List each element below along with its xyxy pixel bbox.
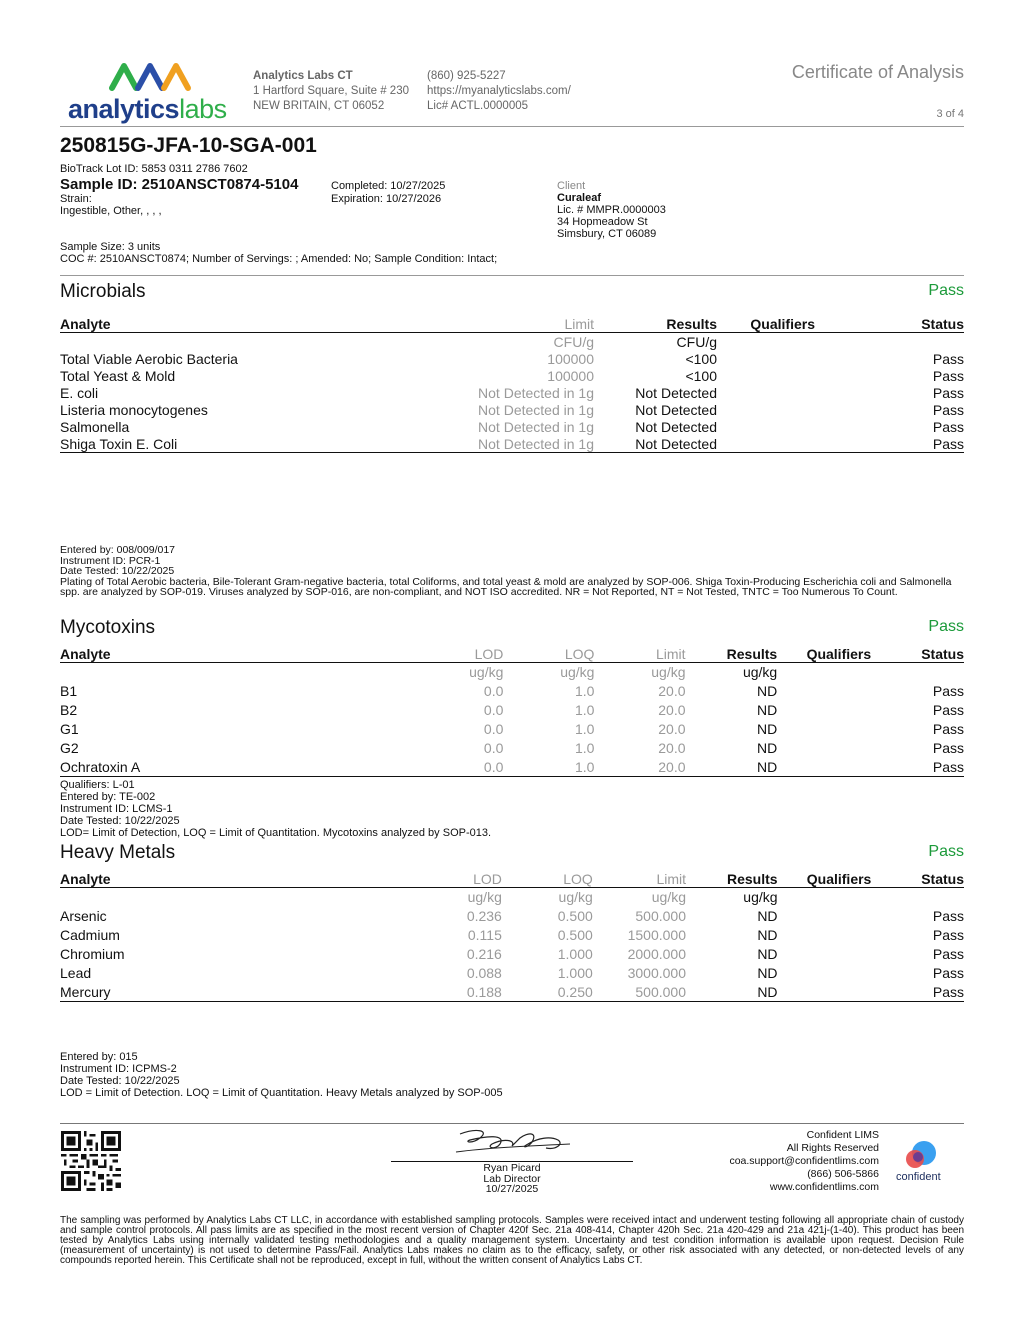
col-results: Results	[666, 315, 717, 332]
lims-name: Confident LIMS	[806, 1129, 879, 1141]
table-row	[60, 401, 964, 418]
completed-date: Completed: 10/27/2025	[331, 180, 446, 192]
mycotoxins-table	[60, 645, 964, 777]
client-block	[557, 180, 666, 240]
footer-divider	[60, 1123, 964, 1124]
limit-cell: 100000	[547, 367, 594, 384]
col-qualifiers: Qualifiers	[750, 315, 815, 332]
table-row: G1 0.0 1.0 20.0 ND Pass	[60, 721, 964, 737]
result-cell: Not Detected	[635, 435, 717, 452]
sample-type: Ingestible, Other, , , ,	[60, 205, 162, 217]
limit-cell: Not Detected in 1g	[478, 384, 594, 401]
disclaimer: The sampling was performed by Analytics Labs CT LLC, in accordance with established sampling protocols. Samples were received intact and underwent testing following all appropriate chain of custody and sample control protocols. All pass limits are as specified in the most recent version of Chapter 420f Sec. 21a 408-414, Chapter 420h Sec. 21a 420-429 and 21a 421j-(1-40). This product has been tested by Analytics Labs using internally validated testing methodologies and a quality management system. Uncertainty and test condition information is available upon request. Decision Rule (measurement of uncertainty) is not used to determine Pass/Fail. Analytics Labs makes no claim as to the efficacy, safety, or other risk associated with any detected, or non-detected levels of any compounds reported herein. This Certificate shall not be reproduced, except in full, without the written consent of Analytics Labs CT.	[60, 1215, 964, 1266]
note-line: Entered by: 015	[60, 1051, 138, 1063]
signatory-title: Lab Director	[483, 1172, 541, 1185]
logo-text-labs: labs	[179, 94, 227, 124]
table-row: Mercury 0.188 0.250 500.000 ND Pass	[60, 983, 964, 1000]
mycotoxins-status: Pass	[928, 618, 964, 635]
analyte-cell: Total Viable Aerobic Bacteria	[60, 350, 238, 367]
table-row: G2 0.0 1.0 20.0 ND Pass	[60, 740, 964, 756]
lab-license: Lic# ACTL.0000005	[427, 100, 529, 112]
info-divider	[60, 275, 964, 276]
signature-image	[446, 1126, 576, 1160]
client-city: Simsbury, CT 06089	[557, 228, 657, 240]
microbials-title: Microbials	[60, 281, 146, 302]
result-cell: Not Detected	[635, 401, 717, 418]
units-row	[60, 333, 964, 351]
status-cell: Pass	[932, 401, 964, 418]
note-line: Qualifiers: L-01	[60, 779, 135, 791]
table-row	[60, 435, 964, 453]
analyte-cell: E. coli	[60, 384, 99, 401]
units-row: ug/kg ug/kg ug/kg ug/kg	[469, 664, 778, 681]
note-line: Instrument ID: ICPMS-2	[60, 1063, 177, 1075]
result-cell: <100	[685, 350, 717, 367]
qr-code-icon[interactable]	[61, 1131, 121, 1191]
lims-rights: All Rights Reserved	[786, 1142, 879, 1154]
note-line: Entered by: TE-002	[60, 791, 156, 803]
lab-url[interactable]: https://myanalyticslabs.com/	[427, 85, 571, 97]
confident-logo	[895, 1140, 955, 1185]
batch-id: 250815G-JFA-10-SGA-001	[60, 134, 317, 157]
limit-cell: Not Detected in 1g	[478, 435, 594, 452]
heavy-metals-notes	[60, 1051, 960, 1099]
limit-cell: Not Detected in 1g	[478, 401, 594, 418]
lab-contact	[427, 69, 571, 114]
table-row: Cadmium 0.115 0.500 1500.000 ND Pass	[60, 927, 964, 943]
table-row	[60, 350, 964, 367]
biotrack-lot-id: BioTrack Lot ID: 5853 0311 2786 7602	[60, 163, 248, 175]
units-row: ug/kg ug/kg ug/kg ug/kg	[467, 889, 778, 906]
note-line: Plating of Total Aerobic bacteria, Bile-Tolerant Gram-negative bacteria, total Coliforms, and total yeast & mold are analyzed by SOP-006. Shiga Toxin-Producing Escherichia coli and Salmonella spp. are analyzed by SOP-019. Viruses analyzed by SOP-016, are non-compliant, and NOT ISO accredited. NR = Not Reported, NT = Not Tested, TNTC = Too Numerous To Count.	[60, 575, 952, 598]
analyte-cell: Total Yeast & Mold	[60, 367, 176, 384]
mycotoxins-notes	[60, 779, 960, 839]
table-row: B1 0.0 1.0 20.0 ND Pass	[60, 683, 964, 699]
header-divider	[60, 126, 964, 127]
note-line: Date Tested: 10/22/2025	[60, 1075, 180, 1087]
table-header-row: Analyte LOD LOQ Limit Results Qualifiers Status	[60, 645, 964, 662]
col-analyte: Analyte	[60, 315, 111, 332]
confident-logo-icon	[904, 1140, 938, 1170]
note-line: Entered by: 008/009/017	[60, 544, 176, 556]
lims-contact	[729, 1129, 879, 1194]
lab-address-line1: 1 Hartford Square, Suite # 230	[253, 85, 409, 97]
status-cell: Pass	[932, 350, 964, 367]
heavy-metals-status: Pass	[928, 843, 964, 860]
note-line: Date Tested: 10/22/2025	[60, 565, 175, 577]
table-row: Lead 0.088 1.000 3000.000 ND Pass	[60, 965, 964, 981]
col-status: Status	[921, 315, 964, 332]
result-cell: Not Detected	[635, 418, 717, 435]
unit-cell: CFU/g	[676, 333, 717, 350]
result-cell: <100	[685, 367, 717, 384]
analyte-cell: Salmonella	[60, 418, 130, 435]
logo-text-analytics: analytics	[68, 94, 180, 124]
lab-name: Analytics Labs CT	[253, 70, 353, 82]
lims-email[interactable]: coa.support@confidentlims.com	[729, 1155, 879, 1167]
client-street: 34 Hopmeadow St	[557, 216, 648, 228]
status-cell: Pass	[932, 435, 964, 452]
table-row	[60, 384, 964, 401]
note-line: LOD = Limit of Detection. LOQ = Limit of Quantitation. Heavy Metals analyzed by SOP-005	[60, 1087, 503, 1099]
lims-url[interactable]: www.confidentlims.com	[769, 1181, 879, 1193]
note-line: Instrument ID: PCR-1	[60, 554, 161, 567]
analyte-cell: Shiga Toxin E. Coli	[60, 435, 178, 452]
microbials-table	[60, 315, 964, 453]
heavy-metals-table	[60, 870, 964, 1002]
status-cell: Pass	[932, 367, 964, 384]
logo-mark-icon	[108, 58, 198, 94]
lab-address	[253, 69, 409, 114]
status-cell: Pass	[932, 384, 964, 401]
sample-size: Sample Size: 3 units	[60, 241, 161, 253]
microbials-notes	[60, 545, 960, 598]
note-line: Date Tested: 10/22/2025	[60, 815, 180, 827]
lims-phone: (866) 506-5866	[807, 1168, 879, 1180]
lab-logo	[68, 58, 233, 128]
note-line: Instrument ID: LCMS-1	[60, 803, 173, 815]
client-name: Curaleaf	[557, 192, 602, 204]
col-limit: Limit	[564, 315, 594, 332]
coc-info: COC #: 2510ANSCT0874; Number of Servings: ; Amended: No; Sample Condition: Intact;	[60, 253, 498, 265]
client-label: Client	[557, 180, 586, 192]
table-header-row: Analyte LOD LOQ Limit Results Qualifiers Status	[60, 870, 964, 887]
microbials-status: Pass	[928, 282, 964, 299]
client-license: Lic. # MMPR.0000003	[557, 204, 666, 216]
table-row: Arsenic 0.236 0.500 500.000 ND Pass	[60, 908, 964, 924]
page-number: 3 of 4	[936, 108, 964, 120]
document-title: Certificate of Analysis	[791, 62, 964, 82]
lab-phone: (860) 925-5227	[427, 70, 506, 82]
confident-logo-text: confident	[896, 1171, 941, 1183]
sample-id: Sample ID: 2510ANSCT0874-5104	[60, 176, 299, 193]
signatory-date: 10/27/2025	[485, 1183, 539, 1195]
status-cell: Pass	[932, 418, 964, 435]
signatory-name: Ryan Picard	[483, 1162, 541, 1174]
table-row: Ochratoxin A 0.0 1.0 20.0 ND Pass	[60, 758, 964, 775]
table-row: B2 0.0 1.0 20.0 ND Pass	[60, 702, 964, 718]
signatory-block	[391, 1163, 633, 1195]
table-row	[60, 418, 964, 435]
note-line: LOD= Limit of Detection, LOQ = Limit of Quantitation. Mycotoxins analyzed by SOP-013.	[60, 827, 492, 839]
heavy-metals-title: Heavy Metals	[60, 842, 176, 863]
table-row: Chromium 0.216 1.000 2000.000 ND Pass	[60, 946, 964, 962]
analyte-cell: Listeria monocytogenes	[60, 401, 208, 418]
strain: Strain:	[60, 193, 92, 205]
limit-cell: Not Detected in 1g	[478, 418, 594, 435]
expiration-date: Expiration: 10/27/2026	[331, 193, 442, 205]
unit-cell: CFU/g	[553, 333, 594, 350]
mycotoxins-title: Mycotoxins	[60, 617, 156, 638]
lab-address-line2: NEW BRITAIN, CT 06052	[253, 100, 385, 112]
result-cell: Not Detected	[635, 384, 717, 401]
table-row	[60, 367, 964, 384]
table-header-row	[60, 315, 964, 333]
limit-cell: 100000	[547, 350, 594, 367]
